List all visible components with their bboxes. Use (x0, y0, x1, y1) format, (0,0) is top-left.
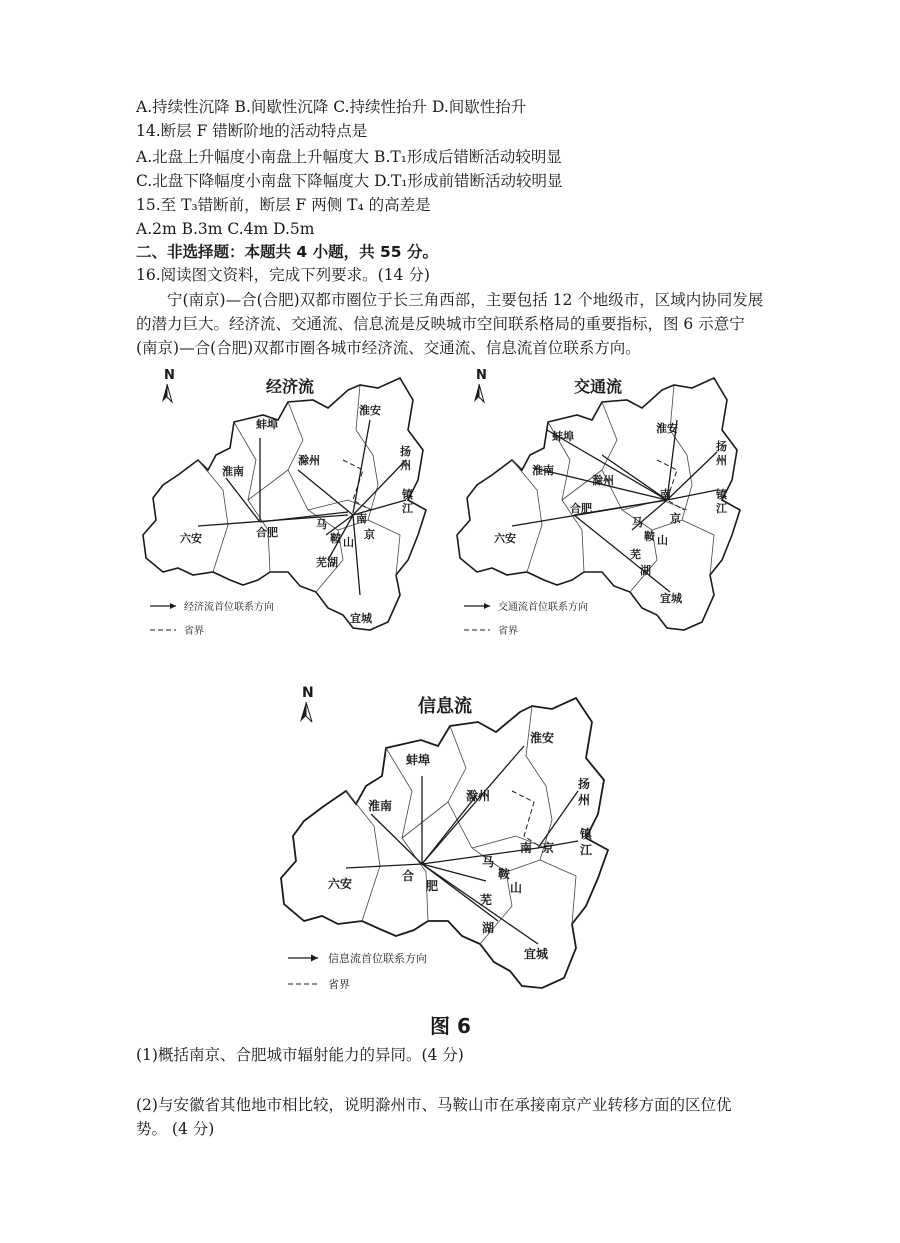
region-outline (281, 698, 608, 988)
city-zhenjiang-1: 镇 (402, 488, 413, 501)
city-maanshan-3: 山 (657, 534, 668, 547)
city-huainan: 淮南 (532, 464, 554, 477)
legend-province-label: 省界 (184, 626, 204, 637)
city-zhenjiang-2: 江 (580, 843, 593, 857)
city-yangzhou-1: 扬 (716, 440, 727, 453)
city-yangzhou-1: 扬 (400, 445, 411, 458)
city-nanjing-1: 南 (520, 841, 533, 855)
city-hefei-2: 肥 (426, 879, 439, 893)
city-bengbu: 蚌埠 (406, 753, 431, 767)
city-zhenjiang-1: 镇 (580, 827, 593, 841)
north-label: N (164, 368, 175, 383)
legend-province-label: 省界 (328, 978, 350, 991)
city-huaian: 淮安 (530, 731, 555, 745)
city-hefei: 合肥 (256, 526, 278, 539)
legend-flow-label: 经济流首位联系方向 (184, 602, 274, 613)
city-maanshan-1: 马 (316, 518, 327, 531)
city-huaian: 淮安 (656, 422, 678, 435)
city-nanjing-2: 京 (364, 528, 375, 541)
legend-province-label: 省界 (498, 626, 518, 637)
city-liuan: 六安 (180, 532, 202, 545)
city-nanjing-1: 南 (660, 488, 671, 501)
north-arrow-icon (474, 368, 487, 402)
flow-arrows (198, 420, 406, 595)
city-nanjing-2: 京 (542, 841, 555, 855)
province-border (512, 791, 542, 848)
city-zhenjiang-2: 江 (716, 502, 727, 515)
city-xuancheng: 宜城 (660, 592, 682, 605)
map-title: 经济流 (266, 377, 315, 396)
city-zhenjiang-2: 江 (402, 502, 413, 515)
city-maanshan-2: 鞍 (644, 530, 655, 543)
city-huaian: 淮安 (359, 404, 381, 417)
transport-flow-map (452, 360, 752, 645)
city-maanshan-3: 山 (510, 881, 523, 895)
city-liuan: 六安 (328, 877, 353, 891)
north-arrow-icon (300, 685, 314, 722)
north-label: N (476, 368, 487, 383)
city-hefei: 合肥 (570, 502, 592, 515)
city-yangzhou-2: 州 (716, 454, 727, 467)
q16-stem: 16.阅读图文资料，完成下列要求。(14 分) (136, 266, 430, 284)
city-xuancheng: 宜城 (524, 947, 549, 961)
map-title: 信息流 (418, 696, 472, 717)
north-arrow-icon (162, 368, 175, 402)
q16-passage: 宁(南京)—合(合肥)双都市圈位于长三角西部，主要包括 12 个地级市，区域内协同发展的潜力巨大。经济流、交通流、信息流是反映城市空间联系格局的重要指标，图 6 示意宁(南京)—合(合肥)双都市圈各城市经济流、交通流、信息流首位联系方向。 (136, 291, 764, 357)
city-chuzhou: 滁州 (592, 474, 614, 487)
city-huainan: 淮南 (222, 465, 244, 478)
city-hefei-1: 合 (402, 869, 415, 883)
province-border (343, 460, 370, 510)
information-flow-map (276, 676, 621, 1006)
city-maanshan-1: 马 (632, 516, 643, 529)
city-wuhu-2: 湖 (482, 921, 495, 935)
city-chuzhou: 滁州 (298, 454, 320, 467)
q14-options-ab: A.北盘上升幅度小南盘上升幅度大 B.T₁形成后错断活动较明显 (136, 148, 562, 166)
city-yangzhou-1: 扬 (578, 777, 591, 791)
city-huainan: 淮南 (368, 799, 393, 813)
north-label: N (302, 685, 314, 701)
q16-sub2-line1: (2)与安徽省其他地市相比较，说明滁州市、马鞍山市在承接南京产业转移方面的区位优 (136, 1096, 732, 1114)
city-maanshan-3: 山 (343, 536, 354, 549)
figure-label: 图 6 (430, 1014, 471, 1038)
city-wuhu-1: 芜 (480, 893, 493, 907)
city-liuan: 六安 (494, 532, 516, 545)
city-maanshan-1: 马 (482, 855, 495, 869)
region-outline (457, 378, 740, 630)
q16-sub1: (1)概括南京、合肥城市辐射能力的异同。(4 分) (136, 1046, 464, 1064)
q15-options: A.2m B.3m C.4m D.5m (136, 220, 315, 238)
city-bengbu: 蚌埠 (552, 430, 574, 443)
city-chuzhou: 滁州 (466, 789, 491, 803)
q14-stem: 14.断层 F 错断阶地的活动特点是 (136, 122, 368, 140)
city-xuancheng: 宜城 (350, 612, 372, 625)
city-zhenjiang-1: 镇 (716, 488, 727, 501)
economic-flow-map (138, 360, 438, 645)
city-yangzhou-2: 州 (578, 793, 591, 807)
q13-options: A.持续性沉降 B.间歇性沉降 C.持续性抬升 D.间歇性抬升 (136, 98, 527, 116)
map-title: 交通流 (574, 377, 623, 396)
city-maanshan-2: 鞍 (498, 867, 511, 881)
city-wuhu-1: 芜 (630, 548, 641, 561)
city-maanshan-2: 鞍 (330, 532, 341, 545)
city-bengbu: 蚌埠 (256, 418, 278, 431)
city-wuhu-2: 湖 (640, 564, 651, 577)
region-outline (143, 378, 426, 630)
q14-options-cd: C.北盘下降幅度小南盘下降幅度大 D.T₁形成前错断活动较明显 (136, 172, 563, 190)
q15-stem: 15.至 T₃错断前，断层 F 两侧 T₄ 的高差是 (136, 196, 431, 214)
legend-flow-label: 交通流首位联系方向 (498, 602, 588, 613)
city-wuhu: 芜湖 (316, 556, 338, 569)
city-yangzhou-2: 州 (400, 459, 411, 472)
q16-sub2-line2: 势。 (4 分) (136, 1120, 215, 1138)
city-boundaries (512, 385, 714, 592)
section-heading: 二、非选择题：本题共 4 小题，共 55 分。 (136, 243, 438, 261)
city-nanjing-2: 京 (670, 512, 681, 525)
city-nanjing-1: 南 (356, 512, 367, 525)
legend-flow-label: 信息流首位联系方向 (328, 952, 427, 965)
